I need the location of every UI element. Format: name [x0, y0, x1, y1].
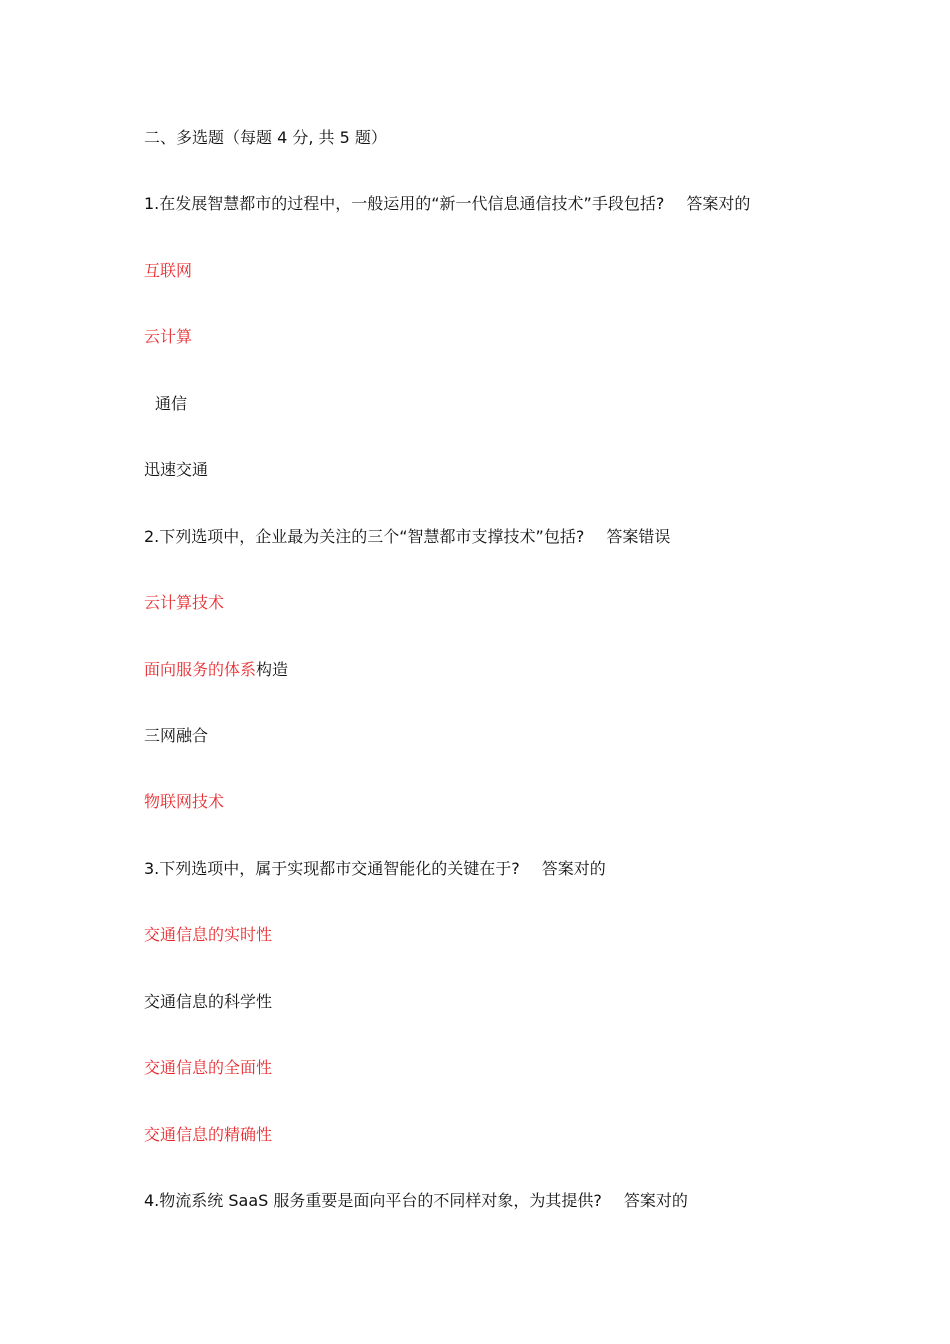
q1-option-1: 互联网 [144, 261, 193, 280]
q3-option-4: 交通信息的精确性 [144, 1125, 273, 1144]
question-1-answer-note: 答案对的 [686, 194, 751, 213]
q2-option-1: 云计算技术 [144, 593, 225, 612]
question-2-answer-note: 答案错误 [606, 527, 671, 546]
q2-option-3: 三网融合 [144, 726, 209, 745]
q1-option-3: 通信 [155, 394, 188, 413]
q1-option-4: 迅速交通 [144, 460, 209, 479]
question-1 [144, 194, 750, 214]
question-2 [144, 527, 670, 547]
question-3 [144, 859, 606, 879]
q2-option-2-rest: 构造 [256, 660, 289, 679]
question-3-text: 3.下列选项中，属于实现都市交通智能化的关键在于? [144, 859, 520, 878]
q2-option-4: 物联网技术 [144, 792, 225, 811]
q2-option-2-highlight: 面向服务的体系 [144, 660, 257, 679]
question-4 [144, 1191, 688, 1211]
section-title: 二、多选题（每题 4 分, 共 5 题） [144, 128, 387, 147]
question-4-text: 4.物流系统 SaaS 服务重要是面向平台的不同样对象，为其提供? [144, 1191, 602, 1210]
question-1-text: 1.在发展智慧都市的过程中，一般运用的“新一代信息通信技术”手段包括? [144, 194, 665, 213]
q2-option-2 [144, 660, 288, 680]
question-2-text: 2.下列选项中，企业最为关注的三个“智慧都市支撑技术”包括? [144, 527, 585, 546]
question-4-answer-note: 答案对的 [623, 1191, 688, 1210]
question-3-answer-note: 答案对的 [541, 859, 606, 878]
q3-option-2: 交通信息的科学性 [144, 992, 273, 1011]
q3-option-1: 交通信息的实时性 [144, 925, 273, 944]
q3-option-3: 交通信息的全面性 [144, 1058, 273, 1077]
q1-option-2: 云计算 [144, 327, 193, 346]
